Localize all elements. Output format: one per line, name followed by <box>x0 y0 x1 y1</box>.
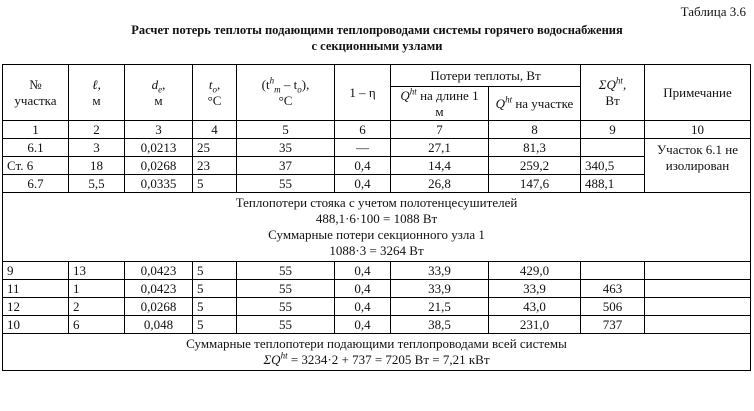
cell-q-segment: 231,0 <box>489 316 581 334</box>
table-row <box>3 157 751 175</box>
cell-length: 6 <box>69 316 125 334</box>
cell-q-segment: 259,2 <box>489 157 581 175</box>
col-number: 2 <box>69 121 125 139</box>
header-eta: 1 – η <box>335 65 391 121</box>
cell-note <box>645 298 751 316</box>
table-row <box>3 298 751 316</box>
header-temp-o: $t_o$, °С <box>193 65 237 121</box>
cell-sum <box>581 139 645 157</box>
cell-temp: 23 <box>193 157 237 175</box>
cell-note <box>645 280 751 298</box>
header-q-per-meter: $Q^{ht}$ на длине 1 м <box>391 87 489 121</box>
cell-temp: 5 <box>193 316 237 334</box>
cell-temp: 25 <box>193 139 237 157</box>
header-heat-loss-group: Потери теплоты, Вт <box>391 65 581 87</box>
cell-diameter: 0,0335 <box>125 175 193 193</box>
system-summary-row <box>3 334 751 371</box>
cell-note <box>645 262 751 280</box>
cell-temp-diff: 55 <box>237 175 335 193</box>
cell-diameter: 0,0268 <box>125 298 193 316</box>
cell-temp-diff: 55 <box>237 298 335 316</box>
system-formula: $\Sigma Q^{ht} = 3234\cdot 2 + 737 = 7205$ Вт = 7,21 кВт <box>263 350 490 367</box>
header-q-per-segment: $Q^{ht}$ на участке <box>489 87 581 121</box>
table-row <box>3 139 751 157</box>
cell-diameter: 0,0268 <box>125 157 193 175</box>
cell-eta: 0,4 <box>335 298 391 316</box>
cell-q-per-meter: 33,9 <box>391 280 489 298</box>
cell-id: 9 <box>3 262 69 280</box>
cell-eta: 0,4 <box>335 262 391 280</box>
col-number: 8 <box>489 121 581 139</box>
riser-summary-row <box>3 193 751 262</box>
table-row <box>3 280 751 298</box>
cell-id: 10 <box>3 316 69 334</box>
cell-temp-diff: 37 <box>237 157 335 175</box>
cell-temp: 5 <box>193 262 237 280</box>
cell-temp-diff: 55 <box>237 280 335 298</box>
riser-line-4: 1088·3 = 3264 Вт <box>329 243 424 258</box>
header-segment-number: № участка <box>3 65 69 121</box>
col-number: 3 <box>125 121 193 139</box>
col-number: 5 <box>237 121 335 139</box>
cell-sum: 737 <box>581 316 645 334</box>
header-row-1 <box>3 65 751 87</box>
cell-diameter: 0,048 <box>125 316 193 334</box>
cell-id: 6.7 <box>3 175 69 193</box>
cell-q-per-meter: 21,5 <box>391 298 489 316</box>
cell-length: 5,5 <box>69 175 125 193</box>
cell-temp: 5 <box>193 298 237 316</box>
cell-eta: 0,4 <box>335 157 391 175</box>
cell-eta: — <box>335 139 391 157</box>
title-line-2: с секционными узлами <box>311 39 443 53</box>
cell-id: 12 <box>3 298 69 316</box>
cell-sum: 488,1 <box>581 175 645 193</box>
cell-eta: 0,4 <box>335 280 391 298</box>
cell-length: 1 <box>69 280 125 298</box>
cell-q-per-meter: 38,5 <box>391 316 489 334</box>
cell-temp: 5 <box>193 280 237 298</box>
cell-length: 2 <box>69 298 125 316</box>
riser-line-3: Суммарные потери секционного узла 1 <box>268 227 485 242</box>
cell-note <box>645 316 751 334</box>
system-line-1: Суммарные теплопотери подающими теплопроводами всей системы <box>186 336 567 351</box>
cell-length: 3 <box>69 139 125 157</box>
col-number: 9 <box>581 121 645 139</box>
col-number: 6 <box>335 121 391 139</box>
cell-note: Участок 6.1 не изолирован <box>645 139 751 193</box>
column-numbers-row <box>3 121 751 139</box>
cell-temp: 5 <box>193 175 237 193</box>
title-line-1: Расчет потерь теплоты подающими теплопроводами системы горячего водоснабжения <box>131 23 623 37</box>
cell-id: Ст. 6 <box>3 157 69 175</box>
cell-q-per-meter: 26,8 <box>391 175 489 193</box>
cell-length: 18 <box>69 157 125 175</box>
cell-q-segment: 147,6 <box>489 175 581 193</box>
cell-sum: 463 <box>581 280 645 298</box>
header-sum-q: $\Sigma Q^{ht}$, Вт <box>581 65 645 121</box>
table-number: Таблица 3.6 <box>680 4 746 19</box>
table-row <box>3 316 751 334</box>
cell-sum: 340,5 <box>581 157 645 175</box>
header-diameter: $d_е$, м <box>125 65 193 121</box>
cell-q-per-meter: 27,1 <box>391 139 489 157</box>
header-length: ℓ, м <box>69 65 125 121</box>
table-title <box>0 22 754 54</box>
table-row <box>3 175 751 193</box>
cell-id: 6.1 <box>3 139 69 157</box>
cell-eta: 0,4 <box>335 316 391 334</box>
heat-loss-table <box>2 64 751 371</box>
header-note: Примечание <box>645 65 751 121</box>
cell-sum: 506 <box>581 298 645 316</box>
cell-temp-diff: 55 <box>237 316 335 334</box>
cell-diameter: 0,0423 <box>125 280 193 298</box>
cell-temp-diff: 35 <box>237 139 335 157</box>
cell-temp-diff: 55 <box>237 262 335 280</box>
system-summary <box>3 334 751 371</box>
col-number: 10 <box>645 121 751 139</box>
cell-q-per-meter: 33,9 <box>391 262 489 280</box>
header-temp-diff: $(t^h_m - t_o)$, °С <box>237 65 335 121</box>
cell-length: 13 <box>69 262 125 280</box>
riser-summary <box>3 193 751 262</box>
cell-sum <box>581 262 645 280</box>
table-row <box>3 262 751 280</box>
cell-eta: 0,4 <box>335 175 391 193</box>
cell-q-segment: 43,0 <box>489 298 581 316</box>
cell-q-segment: 429,0 <box>489 262 581 280</box>
cell-q-per-meter: 14,4 <box>391 157 489 175</box>
col-number: 7 <box>391 121 489 139</box>
cell-diameter: 0,0213 <box>125 139 193 157</box>
cell-q-segment: 33,9 <box>489 280 581 298</box>
riser-line-2: 488,1·6·100 = 1088 Вт <box>315 211 438 226</box>
col-number: 1 <box>3 121 69 139</box>
riser-line-1: Теплопотери стояка с учетом полотенцесушителей <box>235 195 518 210</box>
cell-q-segment: 81,3 <box>489 139 581 157</box>
cell-diameter: 0,0423 <box>125 262 193 280</box>
cell-id: 11 <box>3 280 69 298</box>
col-number: 4 <box>193 121 237 139</box>
